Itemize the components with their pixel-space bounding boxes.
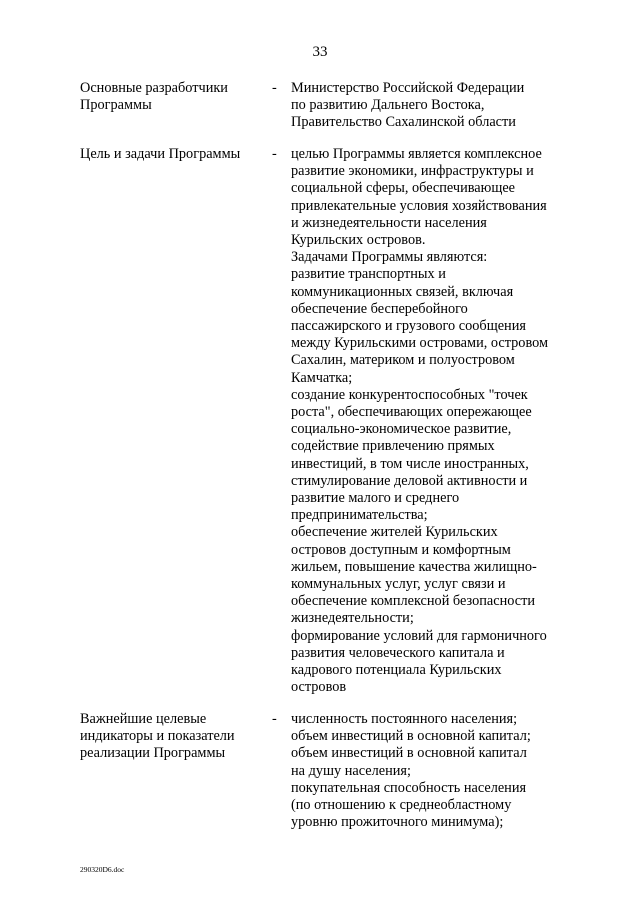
content-line: создание конкурентоспособных "точек [291,386,528,403]
content-line: социально-экономическое развитие, [291,421,512,438]
section-content [291,146,581,697]
content-line: формирование условий для гармоничного [291,627,547,644]
label-line: Важнейшие целевые [80,711,207,727]
content-line: обеспечение жителей Курильских [291,524,498,541]
content-line: коммунальных услуг, услуг связи и [291,576,506,593]
content-line: по развитию Дальнего Востока, [291,97,485,114]
content-line: уровню прожиточного минимума); [291,814,504,831]
content-line: целью Программы является комплексное [291,146,542,162]
content-line: (по отношению к среднеобластному [291,797,512,814]
file-name-footer: 290320D6.doc [80,865,125,874]
content-line: Правительство Сахалинской области [291,114,516,131]
label-line: Программы [80,97,152,114]
content-line: островов [291,679,347,696]
content-line: обеспечение комплексной безопасности [291,593,535,610]
content-line: Задачами Программы являются: [291,249,488,266]
content-line: обеспечение бесперебойного [291,300,468,317]
content-line: покупательная способность населения [291,779,527,796]
content-line: между Курильскими островами, островом [291,335,549,352]
label-line: индикаторы и показатели [80,728,235,745]
content-line: роста", обеспечивающих опережающее [291,404,532,421]
content-line: кадрового потенциала Курильских [291,662,502,679]
content-line: объем инвестиций в основной капитал [291,745,527,762]
content-line: развитие малого и среднего [291,490,460,507]
content-line: жильем, повышение качества жилищно- [291,558,537,575]
content-line: пассажирского и грузового сообщения [291,318,526,335]
label-line: Цель и задачи Программы [80,146,241,162]
section-label [80,146,265,163]
content-line: Курильских островов. [291,232,426,249]
label-line: реализации Программы [80,745,226,762]
section-label [80,711,265,763]
content-line: коммуникационных связей, включая [291,283,514,300]
content-line: привлекательные условия хозяйствования [291,197,547,214]
content-line: жизнедеятельности; [291,610,414,627]
content-line: стимулирование деловой активности и [291,472,528,489]
section-content [291,80,581,132]
dash-separator: - [272,711,277,727]
dash-separator: - [272,80,277,96]
label-line: Основные разработчики [80,80,228,96]
content-line: развитие экономики, инфраструктуры и [291,163,534,180]
content-line: Министерство Российской Федерации [291,80,525,96]
content-line: на душу населения; [291,762,411,779]
content-line: и жизнедеятельности населения [291,214,487,231]
content-line: развития человеческого капитала и [291,644,505,661]
page-number: 33 [312,44,328,60]
content-line: островов доступным и комфортным [291,541,511,558]
content-line: развитие транспортных и [291,266,446,283]
section-content [291,711,581,831]
content-line: численность постоянного населения; [291,711,518,727]
content-line: объем инвестиций в основной капитал; [291,728,531,745]
content-line: содействие привлечению прямых [291,438,495,455]
dash-separator: - [272,146,277,162]
content-line: Камчатка; [291,369,353,386]
content-line: предпринимательства; [291,507,428,524]
section-label [80,80,265,114]
content-line: социальной сферы, обеспечивающее [291,180,516,197]
content-line: инвестиций, в том числе иностранных, [291,455,529,472]
content-line: Сахалин, материком и полуостровом [291,352,515,369]
